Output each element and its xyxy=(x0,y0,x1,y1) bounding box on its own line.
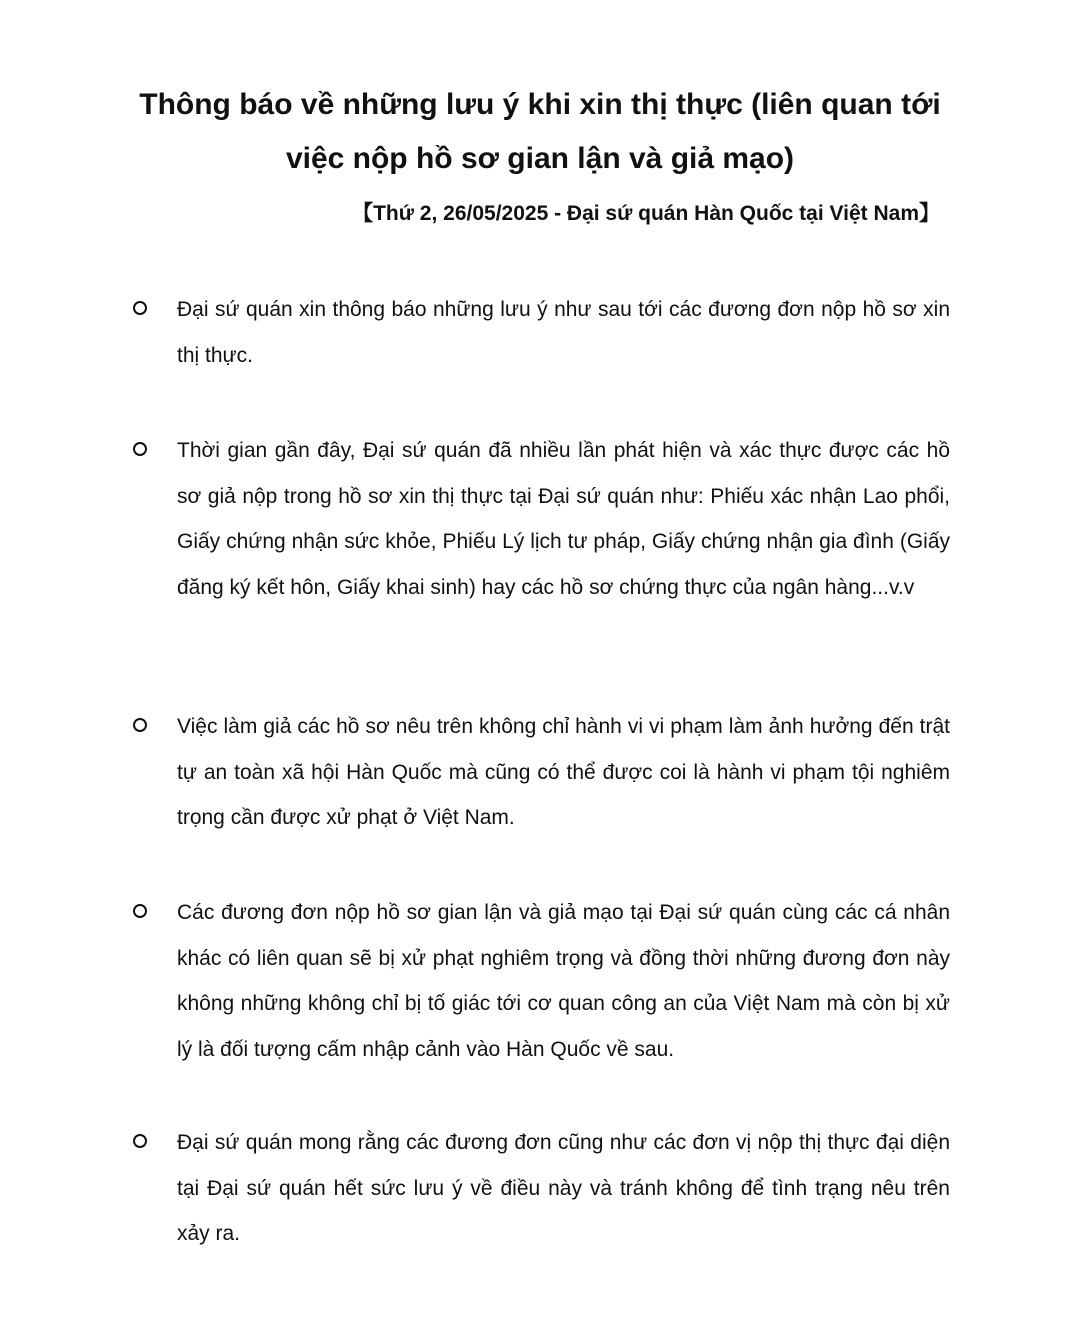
dateline: 【Thứ 2, 26/05/2025 - Đại sứ quán Hàn Quốc tại Việt Nam】 xyxy=(352,202,940,225)
paragraph-text: Việc làm giả các hồ sơ nêu trên không chỉ hành vi vi phạm làm ảnh hưởng đến trật tự an toàn xã hội Hàn Quốc mà cũng có thể được coi là hành vi phạm tội nghiêm trọng cần được xử phạt ở Việt Nam. xyxy=(177,715,950,829)
paragraph-1 xyxy=(130,287,950,378)
document-title xyxy=(120,78,960,186)
paragraph-2 xyxy=(130,428,950,610)
paragraph-text: Đại sứ quán mong rằng các đương đơn cũng như các đơn vị nộp thị thực đại diện tại Đại sứ quán hết sức lưu ý về điều này và tránh không để tình trạng nêu trên xảy ra. xyxy=(177,1131,950,1245)
paragraph-5 xyxy=(130,1120,950,1257)
paragraph-text: Đại sứ quán xin thông báo những lưu ý như sau tới các đương đơn nộp hồ sơ xin thị thực. xyxy=(177,298,950,367)
circle-bullet-icon xyxy=(133,301,147,315)
circle-bullet-icon xyxy=(133,718,147,732)
paragraph-3 xyxy=(130,704,950,841)
circle-bullet-icon xyxy=(133,1134,147,1148)
title-line-1: Thông báo về những lưu ý khi xin thị thực (liên quan tới xyxy=(139,88,941,121)
circle-bullet-icon xyxy=(133,442,147,456)
circle-bullet-icon xyxy=(133,904,147,918)
title-line-2: việc nộp hồ sơ gian lận và giả mạo) xyxy=(285,142,795,175)
paragraph-text: Các đương đơn nộp hồ sơ gian lận và giả mạo tại Đại sứ quán cùng các cá nhân khác có liên quan sẽ bị xử phạt nghiêm trọng và đồng thời những đương đơn này không những không chỉ bị tố giác tới cơ quan công an của Việt Nam mà còn bị xử lý là đối tượng cấm nhập cảnh vào Hàn Quốc về sau. xyxy=(177,901,950,1061)
paragraph-text: Thời gian gần đây, Đại sứ quán đã nhiều lần phát hiện và xác thực được các hồ sơ giả nộp trong hồ sơ xin thị thực tại Đại sứ quán như: Phiếu xác nhận Lao phổi, Giấy chứng nhận sức khỏe, Phiếu Lý lịch tư pháp, Giấy chứng nhận gia đình (Giấy đăng ký kết hôn, Giấy khai sinh) hay các hồ sơ chứng thực của ngân hàng...v.v xyxy=(177,439,950,599)
paragraph-4 xyxy=(130,890,950,1072)
